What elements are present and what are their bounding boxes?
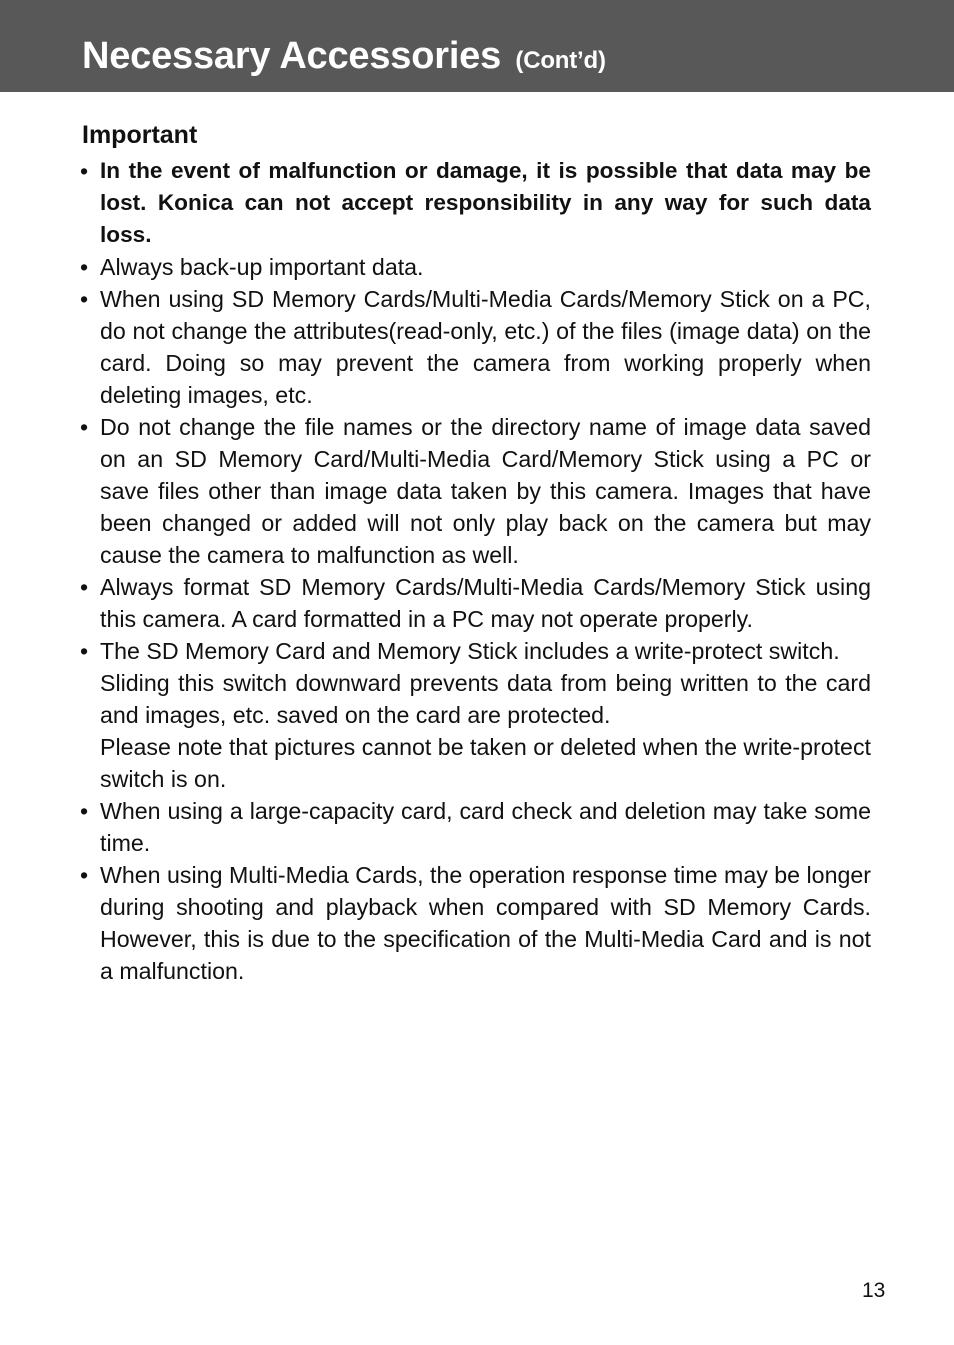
page-title (82, 33, 606, 84)
bullet-item (78, 795, 871, 859)
section-heading-important: Important (82, 121, 198, 149)
bullet-dot: • (80, 158, 89, 184)
important-bullet-list (78, 155, 871, 987)
bullet-dot: • (80, 414, 89, 440)
bullet-item (78, 283, 871, 411)
bullet-item (78, 411, 871, 571)
bullet-text-continued: Please note that pictures cannot be taken or deleted when the write-protect switch is on. (100, 734, 871, 792)
bullet-item (78, 635, 871, 795)
bullet-text: Always format SD Memory Cards/Multi-Media Cards/Memory Stick using this camera. A card formatted in a PC may not operate properly. (100, 574, 871, 632)
bullet-item (78, 155, 871, 251)
bullet-item (78, 251, 871, 283)
bullet-dot: • (80, 574, 89, 600)
header-bar (0, 0, 954, 92)
bullet-text: When using a large-capacity card, card check and deletion may take some time. (100, 798, 871, 856)
bullet-dot: • (80, 798, 89, 824)
bullet-dot: • (80, 286, 89, 312)
bullet-text: In the event of malfunction or damage, it is possible that data may be lost. Konica can not accept responsibility in any way for such data loss. (100, 158, 871, 247)
bullet-text-continued: Sliding this switch downward prevents data from being written to the card and images, etc. saved on the card are protected. (100, 670, 871, 728)
bullet-dot: • (80, 638, 89, 664)
page-number: 13 (862, 1279, 886, 1302)
bullet-item (78, 571, 871, 635)
page-title-continued: (Cont’d) (515, 47, 606, 74)
bullet-text: When using Multi-Media Cards, the operation response time may be longer during shooting and playback when compared with SD Memory Cards. However, this is due to the specification of the Multi-Media Card and is not a malfunction. (100, 862, 871, 984)
page-title-text: Necessary Accessories (82, 35, 502, 77)
bullet-text: Do not change the file names or the directory name of image data saved on an SD Memory Card/Multi-Media Card/Memory Stick using a PC or save files other than image data taken by this camera. Images that have been changed or added will not only play back on the camera but may cause the camera to malfunction as well. (100, 414, 871, 568)
bullet-dot: • (80, 254, 89, 280)
bullet-text: The SD Memory Card and Memory Stick includes a write-protect switch. (100, 638, 840, 664)
bullet-item (78, 859, 871, 987)
bullet-text: Always back-up important data. (100, 254, 424, 280)
bullet-text: When using SD Memory Cards/Multi-Media Cards/Memory Stick on a PC, do not change the attributes(read-only, etc.) of the files (image data) on the card. Doing so may prevent the camera from working properly when deleting images, etc. (100, 286, 871, 408)
bullet-dot: • (80, 862, 89, 888)
